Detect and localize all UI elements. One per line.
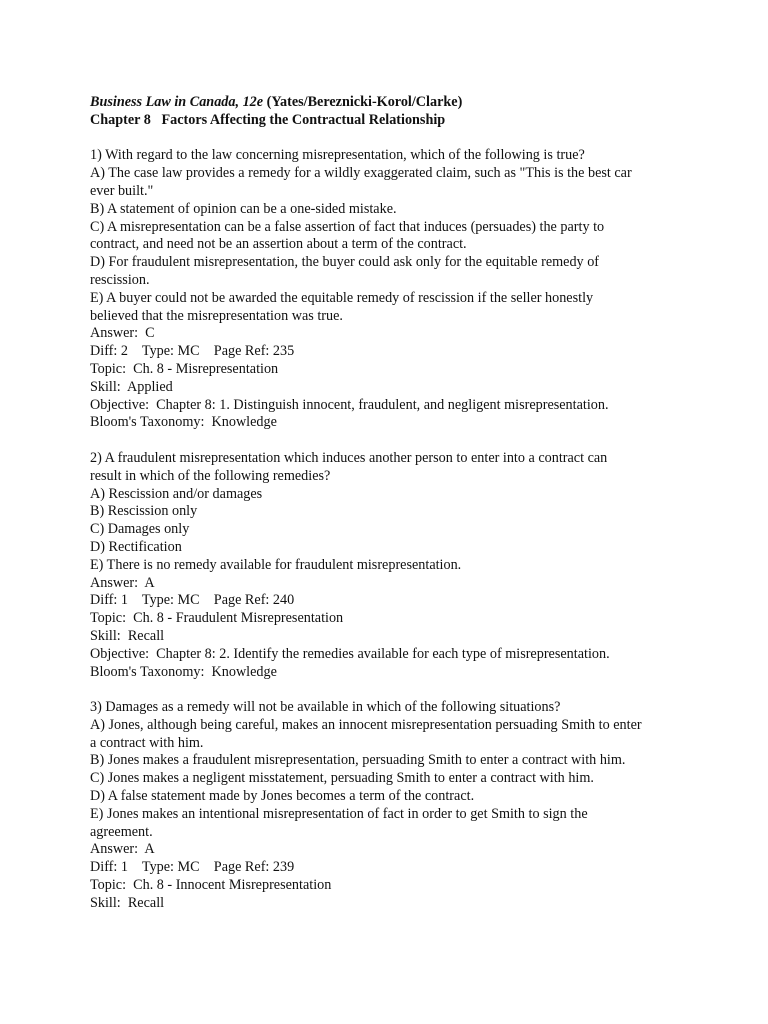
taxonomy-meta: Bloom's Taxonomy: Knowledge — [90, 663, 277, 680]
answer-option: B) A statement of opinion can be a one-sided mistake. — [90, 200, 397, 217]
answer-option: A) Rescission and/or damages — [90, 485, 263, 502]
document-content — [90, 94, 690, 913]
answer-option: C) Jones makes a negligent misstatement, persuading Smith to enter a contract with him. — [90, 770, 594, 787]
objective-meta: Objective: Chapter 8: 2. Identify the remedies available for each type of misrepresentation. — [90, 645, 610, 662]
spacer — [90, 681, 690, 699]
difficulty-meta: Diff: 2 Type: MC Page Ref: 235 — [90, 343, 295, 360]
spacer — [90, 432, 690, 450]
skill-meta: Skill: Recall — [90, 627, 165, 644]
taxonomy-meta: Bloom's Taxonomy: Knowledge — [90, 414, 277, 431]
question-stem: 2) A fraudulent misrepresentation which induces another person to enter into a contract can — [90, 449, 608, 466]
topic-meta: Topic: Ch. 8 - Misrepresentation — [90, 360, 279, 377]
question-stem: result in which of the following remedies? — [90, 467, 331, 484]
answer-option: a contract with him. — [90, 734, 204, 751]
answer-option: B) Jones makes a fraudulent misrepresentation, persuading Smith to enter a contract with him. — [90, 752, 626, 769]
topic-meta: Topic: Ch. 8 - Fraudulent Misrepresentation — [90, 610, 344, 627]
answer-option: D) Rectification — [90, 538, 182, 555]
answer-option: rescission. — [90, 271, 150, 288]
answer-key: Answer: C — [90, 325, 155, 342]
question-stem: 3) Damages as a remedy will not be available in which of the following situations? — [90, 699, 561, 716]
book-authors: (Yates/Bereznicki-Korol/Clarke) — [263, 94, 463, 110]
answer-key: Answer: A — [90, 841, 155, 858]
answer-option: contract, and need not be an assertion about a term of the contract. — [90, 236, 467, 253]
question-stem: 1) With regard to the law concerning misrepresentation, which of the following is true? — [90, 147, 585, 164]
question-block-1 — [90, 147, 690, 432]
answer-option: A) Jones, although being careful, makes an innocent misrepresentation persuading Smith to enter — [90, 716, 642, 733]
answer-option: ever built." — [90, 182, 154, 199]
objective-meta: Objective: Chapter 8: 1. Distinguish innocent, fraudulent, and negligent misrepresentation. — [90, 396, 609, 413]
spacer — [90, 130, 690, 148]
book-title: Business Law in Canada, 12e — [90, 94, 264, 110]
skill-meta: Skill: Applied — [90, 378, 173, 395]
chapter-title: Chapter 8 Factors Affecting the Contractual Relationship — [90, 111, 446, 128]
answer-option: agreement. — [90, 823, 153, 840]
topic-meta: Topic: Ch. 8 - Innocent Misrepresentation — [90, 877, 332, 894]
answer-key: Answer: A — [90, 574, 155, 591]
answer-option: D) A false statement made by Jones becomes a term of the contract. — [90, 788, 475, 805]
answer-option: believed that the misrepresentation was true. — [90, 307, 343, 324]
document-header — [90, 94, 690, 112]
answer-option: C) A misrepresentation can be a false assertion of fact that induces (persuades) the party to — [90, 218, 605, 235]
difficulty-meta: Diff: 1 Type: MC Page Ref: 239 — [90, 859, 295, 876]
answer-option: E) Jones makes an intentional misrepresentation of fact in order to get Smith to sign the — [90, 805, 588, 822]
answer-option: D) For fraudulent misrepresentation, the buyer could ask only for the equitable remedy of — [90, 254, 600, 271]
answer-option: E) A buyer could not be awarded the equitable remedy of rescission if the seller honestly — [90, 289, 594, 306]
difficulty-meta: Diff: 1 Type: MC Page Ref: 240 — [90, 592, 295, 609]
question-block-2 — [90, 450, 690, 681]
question-block-3 — [90, 699, 690, 913]
skill-meta: Skill: Recall — [90, 894, 165, 911]
answer-option: E) There is no remedy available for fraudulent misrepresentation. — [90, 556, 462, 573]
answer-option: C) Damages only — [90, 521, 190, 538]
answer-option: A) The case law provides a remedy for a wildly exaggerated claim, such as "This is the best car — [90, 165, 632, 182]
answer-option: B) Rescission only — [90, 503, 198, 520]
